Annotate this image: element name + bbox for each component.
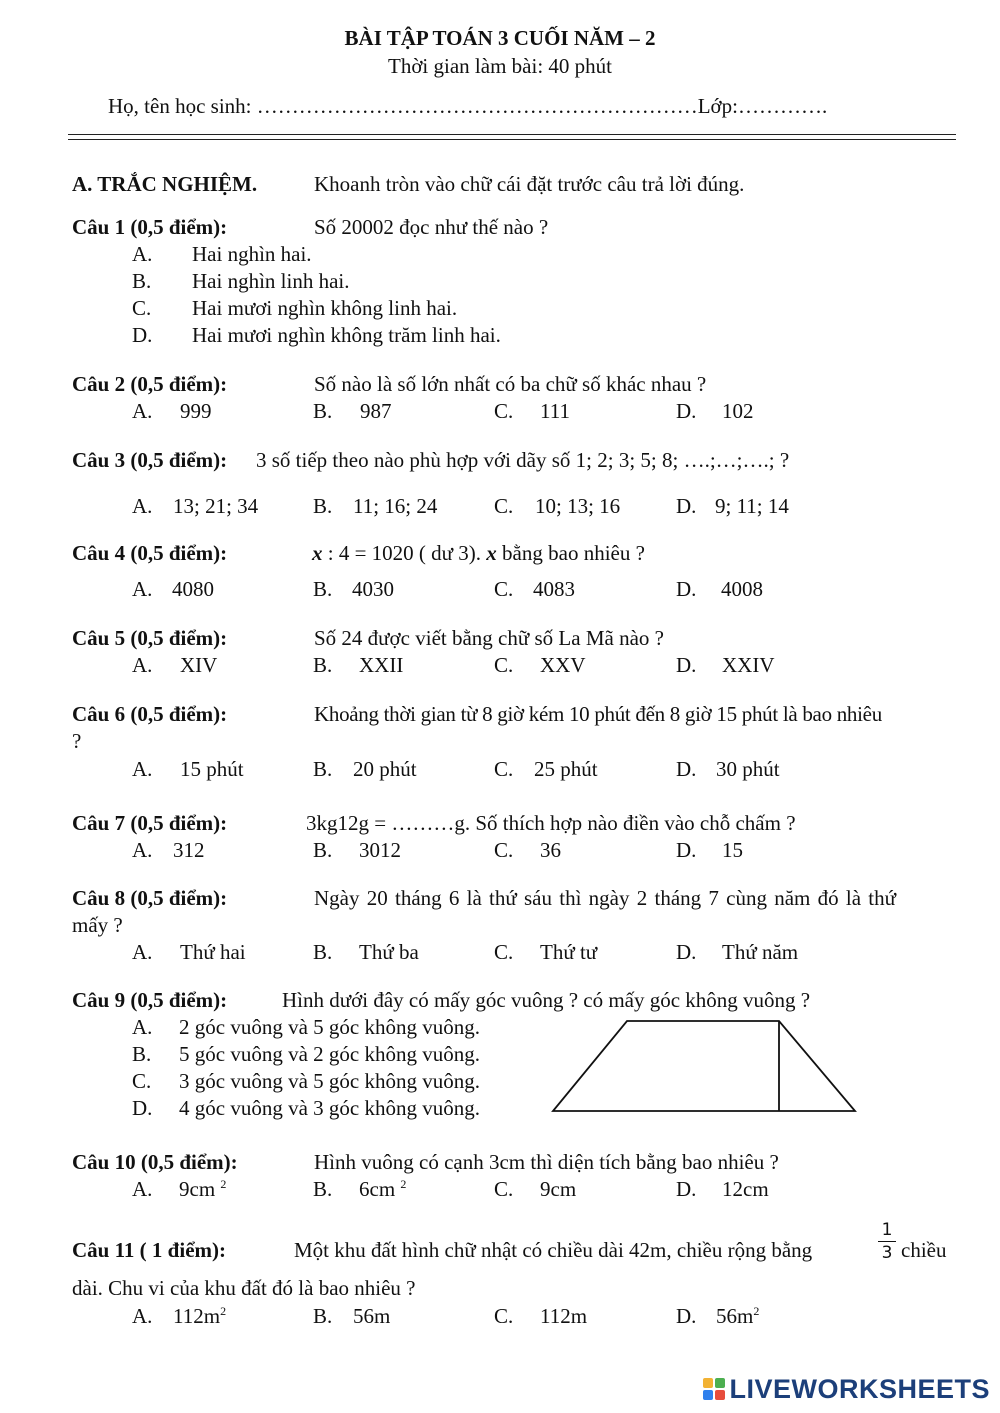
option-letter[interactable]: B.	[132, 269, 152, 293]
option-letter[interactable]: D.	[676, 757, 697, 781]
fraction-numerator: 1	[881, 1220, 893, 1240]
option-letter[interactable]: B.	[313, 577, 333, 601]
question-label: Câu 6 (0,5 điểm):	[72, 702, 228, 726]
option-text[interactable]: 10; 13; 16	[535, 494, 621, 518]
fraction-denominator: 3	[881, 1243, 893, 1263]
question-text-part: : 4 = 1020 ( dư 3).	[322, 541, 487, 565]
option-text[interactable]: 4008	[721, 577, 763, 601]
option-letter[interactable]: C.	[494, 399, 514, 423]
option-text[interactable]: Hai nghìn linh hai.	[192, 269, 350, 293]
option-value: 56m	[716, 1304, 754, 1328]
option-text[interactable]: 9; 11; 14	[715, 494, 789, 518]
variable-x: x	[486, 541, 497, 565]
question-label: Câu 7 (0,5 điểm):	[72, 811, 228, 835]
time-limit: Thời gian làm bài: 40 phút	[388, 54, 612, 78]
option-text[interactable]: Hai mươi nghìn không linh hai.	[192, 296, 458, 320]
question-text-part: bằng bao nhiêu ?	[496, 541, 645, 565]
option-letter[interactable]: B.	[313, 1304, 333, 1328]
question-text: 3 số tiếp theo nào phù hợp với dãy số 1; 2; 3; 5; 8; ….;…;….; ?	[256, 448, 790, 472]
option-letter[interactable]: B.	[313, 940, 333, 964]
question-text: Số 24 được viết bằng chữ số La Mã nào ?	[314, 626, 664, 650]
question-text-continued: mấy ?	[72, 913, 123, 937]
option-letter[interactable]: A.	[132, 653, 153, 677]
option-text[interactable]: 12cm	[722, 1177, 769, 1201]
section-instruction: Khoanh tròn vào chữ cái đặt trước câu trả lời đúng.	[314, 172, 745, 196]
option-text[interactable]: 9cm	[540, 1177, 577, 1201]
option-letter[interactable]: C.	[132, 296, 152, 320]
option-letter[interactable]: C.	[494, 653, 514, 677]
option-text[interactable]: 20 phút	[353, 757, 417, 781]
option-letter[interactable]: D.	[132, 1096, 153, 1120]
question-label: Câu 10 (0,5 điểm):	[72, 1150, 238, 1174]
option-exponent: 2	[400, 1177, 407, 1191]
question-text-after-fraction: chiều	[901, 1238, 947, 1262]
fraction-bar	[878, 1241, 896, 1242]
option-text[interactable]: 3 góc vuông và 5 góc không vuông.	[179, 1069, 480, 1093]
option-value: 112m	[173, 1304, 221, 1328]
option-text[interactable]: XXII	[359, 653, 404, 677]
question-text-continued: ?	[72, 729, 82, 753]
option-text[interactable]: 987	[360, 399, 392, 423]
option-text[interactable]: 4030	[352, 577, 394, 601]
option-letter[interactable]: A.	[132, 1015, 153, 1039]
option-letter[interactable]: B.	[313, 399, 333, 423]
question-text: Số 20002 đọc như thế nào ?	[314, 215, 549, 239]
option-text[interactable]: Hai nghìn hai.	[192, 242, 312, 266]
option-letter[interactable]: A.	[132, 577, 153, 601]
question-text: Một khu đất hình chữ nhật có chiều dài 42m, chiều rộng bằng	[294, 1238, 813, 1262]
option-text[interactable]: XXV	[540, 653, 586, 677]
option-exponent: 2	[220, 1177, 227, 1191]
option-letter[interactable]: B.	[313, 653, 333, 677]
option-exponent: 2	[753, 1304, 760, 1318]
option-letter[interactable]: D.	[676, 940, 697, 964]
question-label: Câu 1 (0,5 điểm):	[72, 215, 228, 239]
option-text[interactable]: 4083	[533, 577, 575, 601]
question-label: Câu 2 (0,5 điểm):	[72, 372, 228, 396]
option-text[interactable]	[359, 1177, 406, 1201]
option-text[interactable]	[179, 1177, 226, 1201]
logo-text: LIVEWORKSHEETS	[729, 1374, 990, 1404]
option-text[interactable]: 111	[540, 399, 570, 423]
option-text[interactable]: Thứ năm	[722, 940, 799, 964]
option-text[interactable]: 2 góc vuông và 5 góc không vuông.	[179, 1015, 480, 1039]
option-letter[interactable]: D.	[676, 577, 697, 601]
option-letter[interactable]: D.	[676, 1177, 697, 1201]
option-letter[interactable]: C.	[494, 1177, 514, 1201]
option-text[interactable]: XXIV	[722, 653, 775, 677]
option-value: 9cm	[179, 1177, 216, 1201]
option-text[interactable]: 312	[173, 838, 205, 862]
option-letter[interactable]: C.	[494, 1304, 514, 1328]
variable-x: x	[312, 541, 323, 565]
option-letter[interactable]: A.	[132, 838, 153, 862]
option-letter[interactable]: A.	[132, 1304, 153, 1328]
option-letter[interactable]: D.	[132, 323, 153, 347]
liveworksheets-logo-icon	[703, 1378, 725, 1400]
option-letter[interactable]: C.	[494, 494, 514, 518]
option-letter[interactable]: B.	[313, 838, 333, 862]
option-text[interactable]: 15	[722, 838, 743, 862]
option-text[interactable]: 15 phút	[180, 757, 244, 781]
option-text[interactable]: Hai mươi nghìn không trăm linh hai.	[192, 323, 501, 347]
option-letter[interactable]: D.	[676, 838, 697, 862]
option-letter[interactable]: C.	[132, 1069, 152, 1093]
liveworksheets-logo[interactable]	[703, 1374, 990, 1405]
option-text[interactable]: 56m	[353, 1304, 391, 1328]
option-letter[interactable]: A.	[132, 1177, 153, 1201]
option-letter[interactable]: A.	[132, 940, 153, 964]
option-letter[interactable]: C.	[494, 757, 514, 781]
option-text[interactable]: 36	[540, 838, 561, 862]
worksheet-title: BÀI TẬP TOÁN 3 CUỐI NĂM – 2	[344, 26, 656, 50]
option-text[interactable]: Thứ ba	[359, 940, 419, 964]
question-text: Số nào là số lớn nhất có ba chữ số khác nhau ?	[314, 372, 707, 396]
question-label: Câu 9 (0,5 điểm):	[72, 988, 228, 1012]
fraction-one-third	[878, 1220, 896, 1263]
option-letter[interactable]: D.	[676, 1304, 697, 1328]
option-value: 6cm	[359, 1177, 396, 1201]
option-letter[interactable]: A.	[132, 242, 153, 266]
question-text: 3kg12g = ………g. Số thích hợp nào điền vào chỗ chấm ?	[306, 811, 796, 835]
option-letter[interactable]: D.	[676, 494, 697, 518]
option-text[interactable]: 999	[180, 399, 212, 423]
option-letter[interactable]: A.	[132, 399, 153, 423]
option-text[interactable]: 25 phút	[534, 757, 598, 781]
student-name-line: Họ, tên học sinh: ………………………………………………………Lớp:………….	[108, 94, 828, 118]
question-text: Hình vuông có cạnh 3cm thì diện tích bằng bao nhiêu ?	[314, 1150, 779, 1174]
option-text[interactable]: 13; 21; 34	[173, 494, 259, 518]
option-text[interactable]	[716, 1304, 759, 1328]
option-letter[interactable]: C.	[494, 940, 514, 964]
option-letter[interactable]: B.	[313, 494, 333, 518]
question-label: Câu 5 (0,5 điểm):	[72, 626, 228, 650]
option-letter[interactable]: D.	[676, 653, 697, 677]
question-label: Câu 11 ( 1 điểm):	[72, 1238, 226, 1262]
option-text[interactable]: 4 góc vuông và 3 góc không vuông.	[179, 1096, 480, 1120]
question-label: Câu 8 (0,5 điểm):	[72, 886, 228, 910]
option-text[interactable]: 4080	[172, 577, 214, 601]
option-text[interactable]: 3012	[359, 838, 401, 862]
option-text[interactable]: 11; 16; 24	[353, 494, 438, 518]
option-letter[interactable]: C.	[494, 838, 514, 862]
question-label: Câu 4 (0,5 điểm):	[72, 541, 228, 565]
option-text[interactable]: 30 phút	[716, 757, 780, 781]
option-text[interactable]: Thứ hai	[180, 940, 246, 964]
option-letter[interactable]: B.	[313, 1177, 333, 1201]
option-text[interactable]	[173, 1304, 226, 1328]
question-text-continued: dài. Chu vi của khu đất đó là bao nhiêu ?	[72, 1276, 416, 1300]
option-text[interactable]: XIV	[180, 653, 218, 677]
option-letter[interactable]: B.	[132, 1042, 152, 1066]
question-text: Ngày 20 tháng 6 là thứ sáu thì ngày 2 tháng 7 cùng năm đó là thứ	[314, 886, 896, 910]
option-text[interactable]: Thứ tư	[540, 940, 598, 964]
option-text[interactable]: 112m	[540, 1304, 588, 1328]
option-letter[interactable]: A.	[132, 757, 153, 781]
option-exponent: 2	[220, 1304, 227, 1318]
option-letter[interactable]: A.	[132, 494, 153, 518]
question-label: Câu 3 (0,5 điểm):	[72, 448, 228, 472]
section-label: A. TRẮC NGHIỆM.	[72, 172, 258, 196]
trapezoid-outline	[553, 1021, 855, 1111]
option-letter[interactable]: B.	[313, 757, 333, 781]
option-text[interactable]: 5 góc vuông và 2 góc không vuông.	[179, 1042, 480, 1066]
option-text[interactable]: 102	[722, 399, 754, 423]
option-letter[interactable]: C.	[494, 577, 514, 601]
question-text: Khoảng thời gian từ 8 giờ kém 10 phút đến 8 giờ 15 phút là bao nhiêu	[314, 702, 882, 726]
option-letter[interactable]: D.	[676, 399, 697, 423]
question-text: Hình dưới đây có mấy góc vuông ? có mấy góc không vuông ?	[282, 988, 811, 1012]
